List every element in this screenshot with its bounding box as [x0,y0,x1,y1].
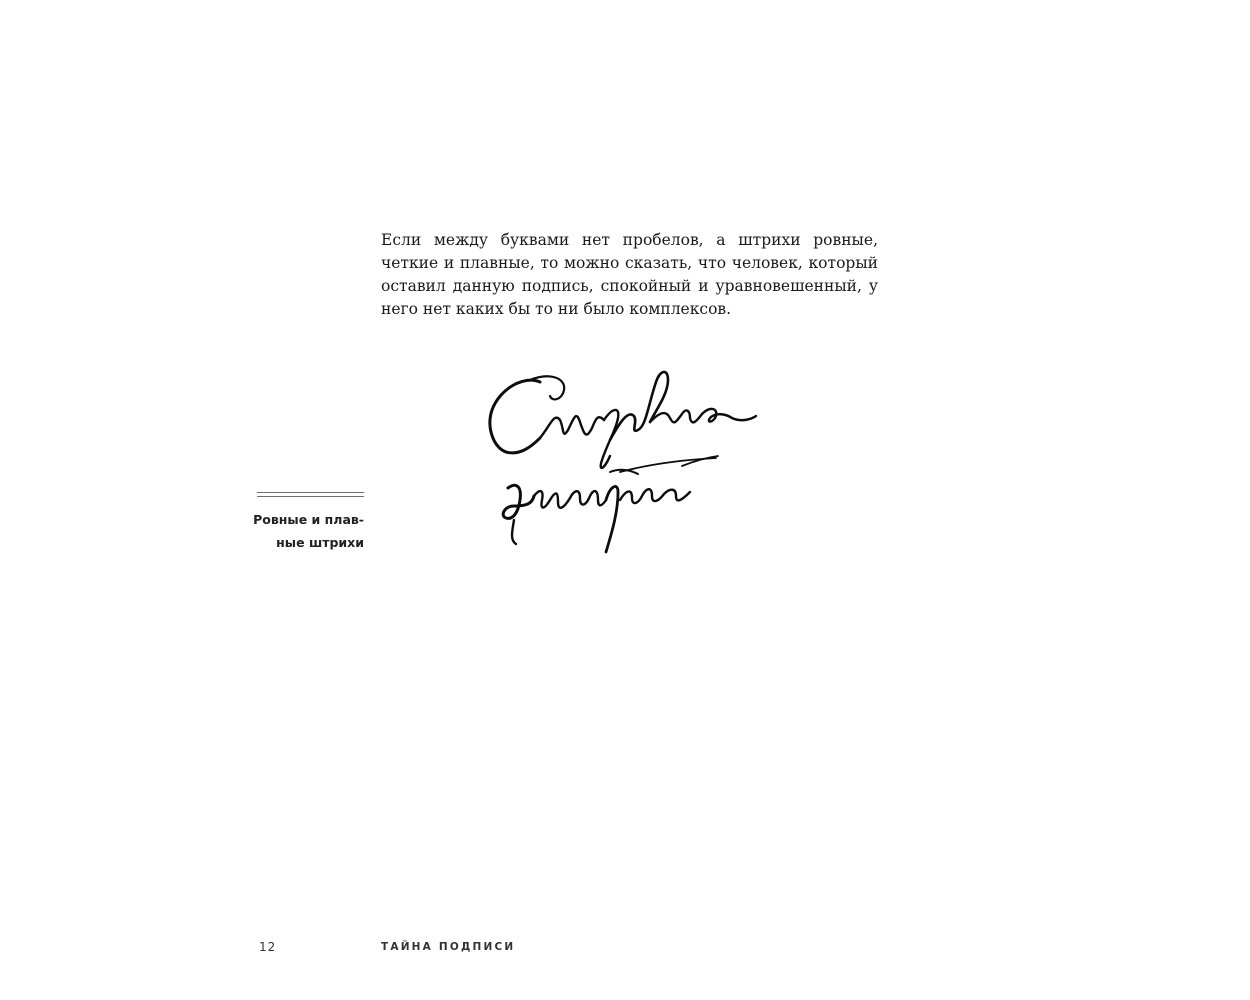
caption-rules [257,492,364,500]
signature-first-name-stroke [610,372,668,440]
handwritten-signature [470,360,770,560]
signature-first-name-stroke [490,380,540,453]
signature-last-name-stroke [570,491,606,505]
signature-first-name-stroke [702,409,756,422]
running-head: ТАЙНА ПОДПИСИ [381,941,516,953]
page-number: 12 [259,940,277,954]
signature-last-name-stroke [503,485,534,518]
signature-last-name-stroke [610,470,638,474]
body-paragraph: Если между буквами нет пробелов, а штрихи ровные, четкие и плавные, то можно сказать, что человек, который оставил данную подпись, спокойный и уравновешенный, у него нет каких бы то ни было комплексов. [381,231,878,318]
signature-last-name-stroke [620,489,690,503]
signature-last-name-stroke [606,486,618,552]
caption-rule-top [257,492,364,493]
signature-last-name-stroke [512,520,516,544]
signature-first-name-stroke [540,416,604,438]
caption-rule-bottom [257,496,364,497]
signature-last-name-stroke [534,491,570,508]
signature-first-name-stroke [650,411,702,423]
illustration-caption: Ровные и плавные штрихи [253,512,364,550]
